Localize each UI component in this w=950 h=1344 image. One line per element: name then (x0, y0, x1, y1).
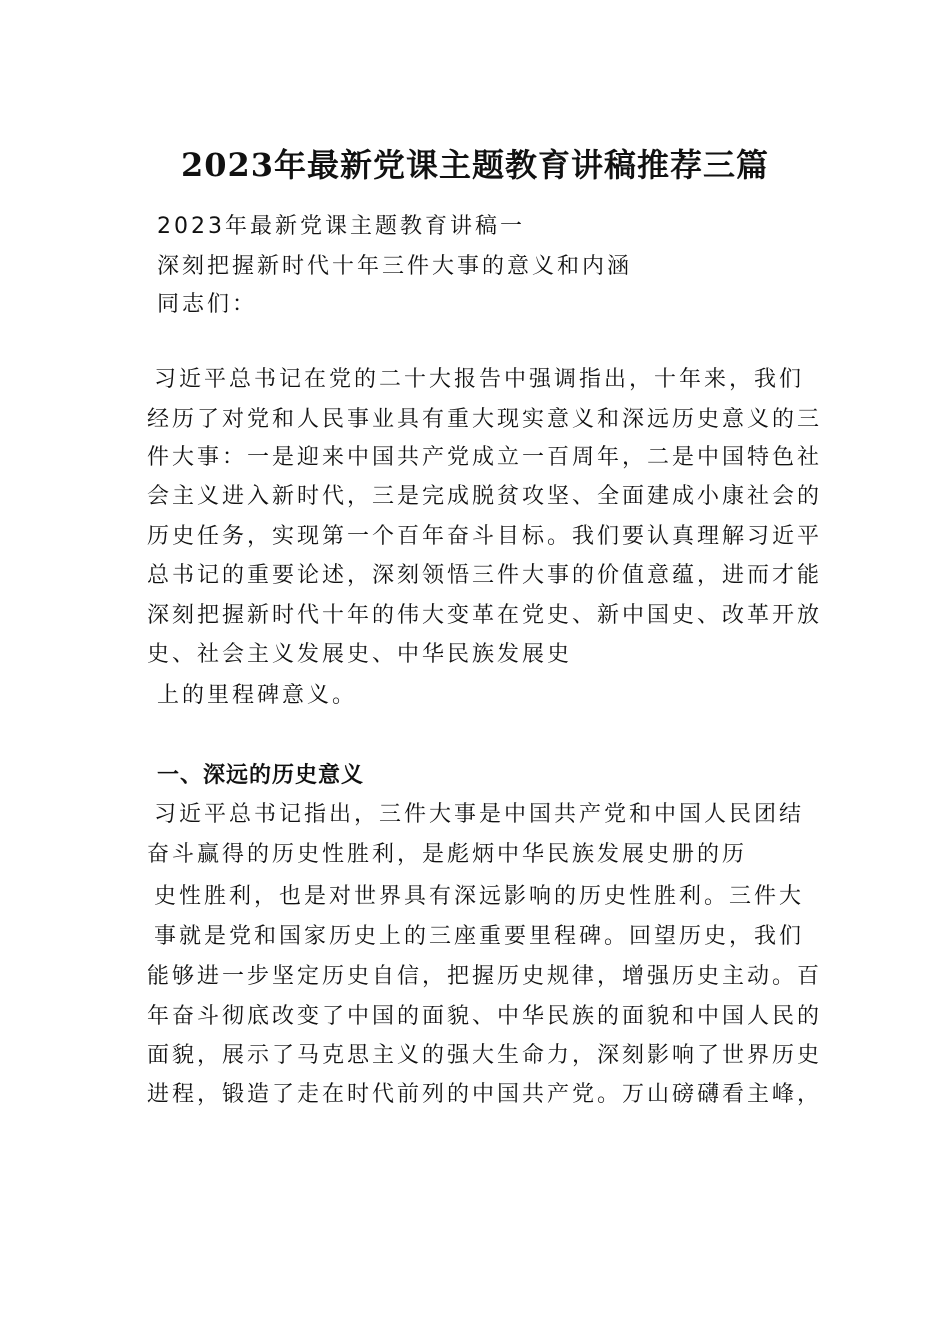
text-line: 深刻把握新时代十年的伟大变革在党史、新中国史、改革开放 (147, 603, 823, 628)
text-line: 经历了对党和人民事业具有重大现实意义和深远历史意义的三 (147, 407, 823, 432)
subtitle: 2023年最新党课主题教育讲稿一 (157, 214, 525, 239)
text-line: 总书记的重要论述，深刻领悟三件大事的价值意蕴，进而才能 (147, 563, 823, 588)
text-line: 能够进一步坚定历史自信，把握历史规律，增强历史主动。百 (147, 964, 823, 989)
speech-heading: 深刻把握新时代十年三件大事的意义和内涵 (157, 254, 633, 279)
document-title: 2023年最新党课主题教育讲稿推荐三篇 (180, 146, 770, 184)
text-line: 进程，锻造了走在时代前列的中国共产党。万山磅礴看主峰， (147, 1082, 823, 1107)
section-heading: 一、深远的历史意义 (157, 763, 365, 788)
text-line: 历史任务，实现第一个百年奋斗目标。我们要认真理解习近平 (147, 524, 823, 549)
text-line: 史性胜利，也是对世界具有深远影响的历史性胜利。三件大 (154, 884, 805, 909)
salutation: 同志们： (157, 292, 258, 317)
text-line: 习近平总书记在党的二十大报告中强调指出，十年来，我们 (154, 367, 805, 392)
text-line: 件大事：一是迎来中国共产党成立一百周年，二是中国特色社 (147, 445, 823, 470)
text-line: 史、社会主义发展史、中华民族发展史 (147, 642, 573, 667)
text-line: 面貌，展示了马克思主义的强大生命力，深刻影响了世界历史 (147, 1043, 823, 1068)
text-line: 事就是党和国家历史上的三座重要里程碑。回望历史，我们 (154, 924, 805, 949)
text-line: 会主义进入新时代，三是完成脱贫攻坚、全面建成小康社会的 (147, 484, 823, 509)
text-line: 奋斗赢得的历史性胜利，是彪炳中华民族发展史册的历 (147, 842, 748, 867)
text-line: 习近平总书记指出，三件大事是中国共产党和中国人民团结 (154, 802, 805, 827)
text-line: 上的里程碑意义。 (157, 683, 358, 708)
text-line: 年奋斗彻底改变了中国的面貌、中华民族的面貌和中国人民的 (147, 1004, 823, 1029)
